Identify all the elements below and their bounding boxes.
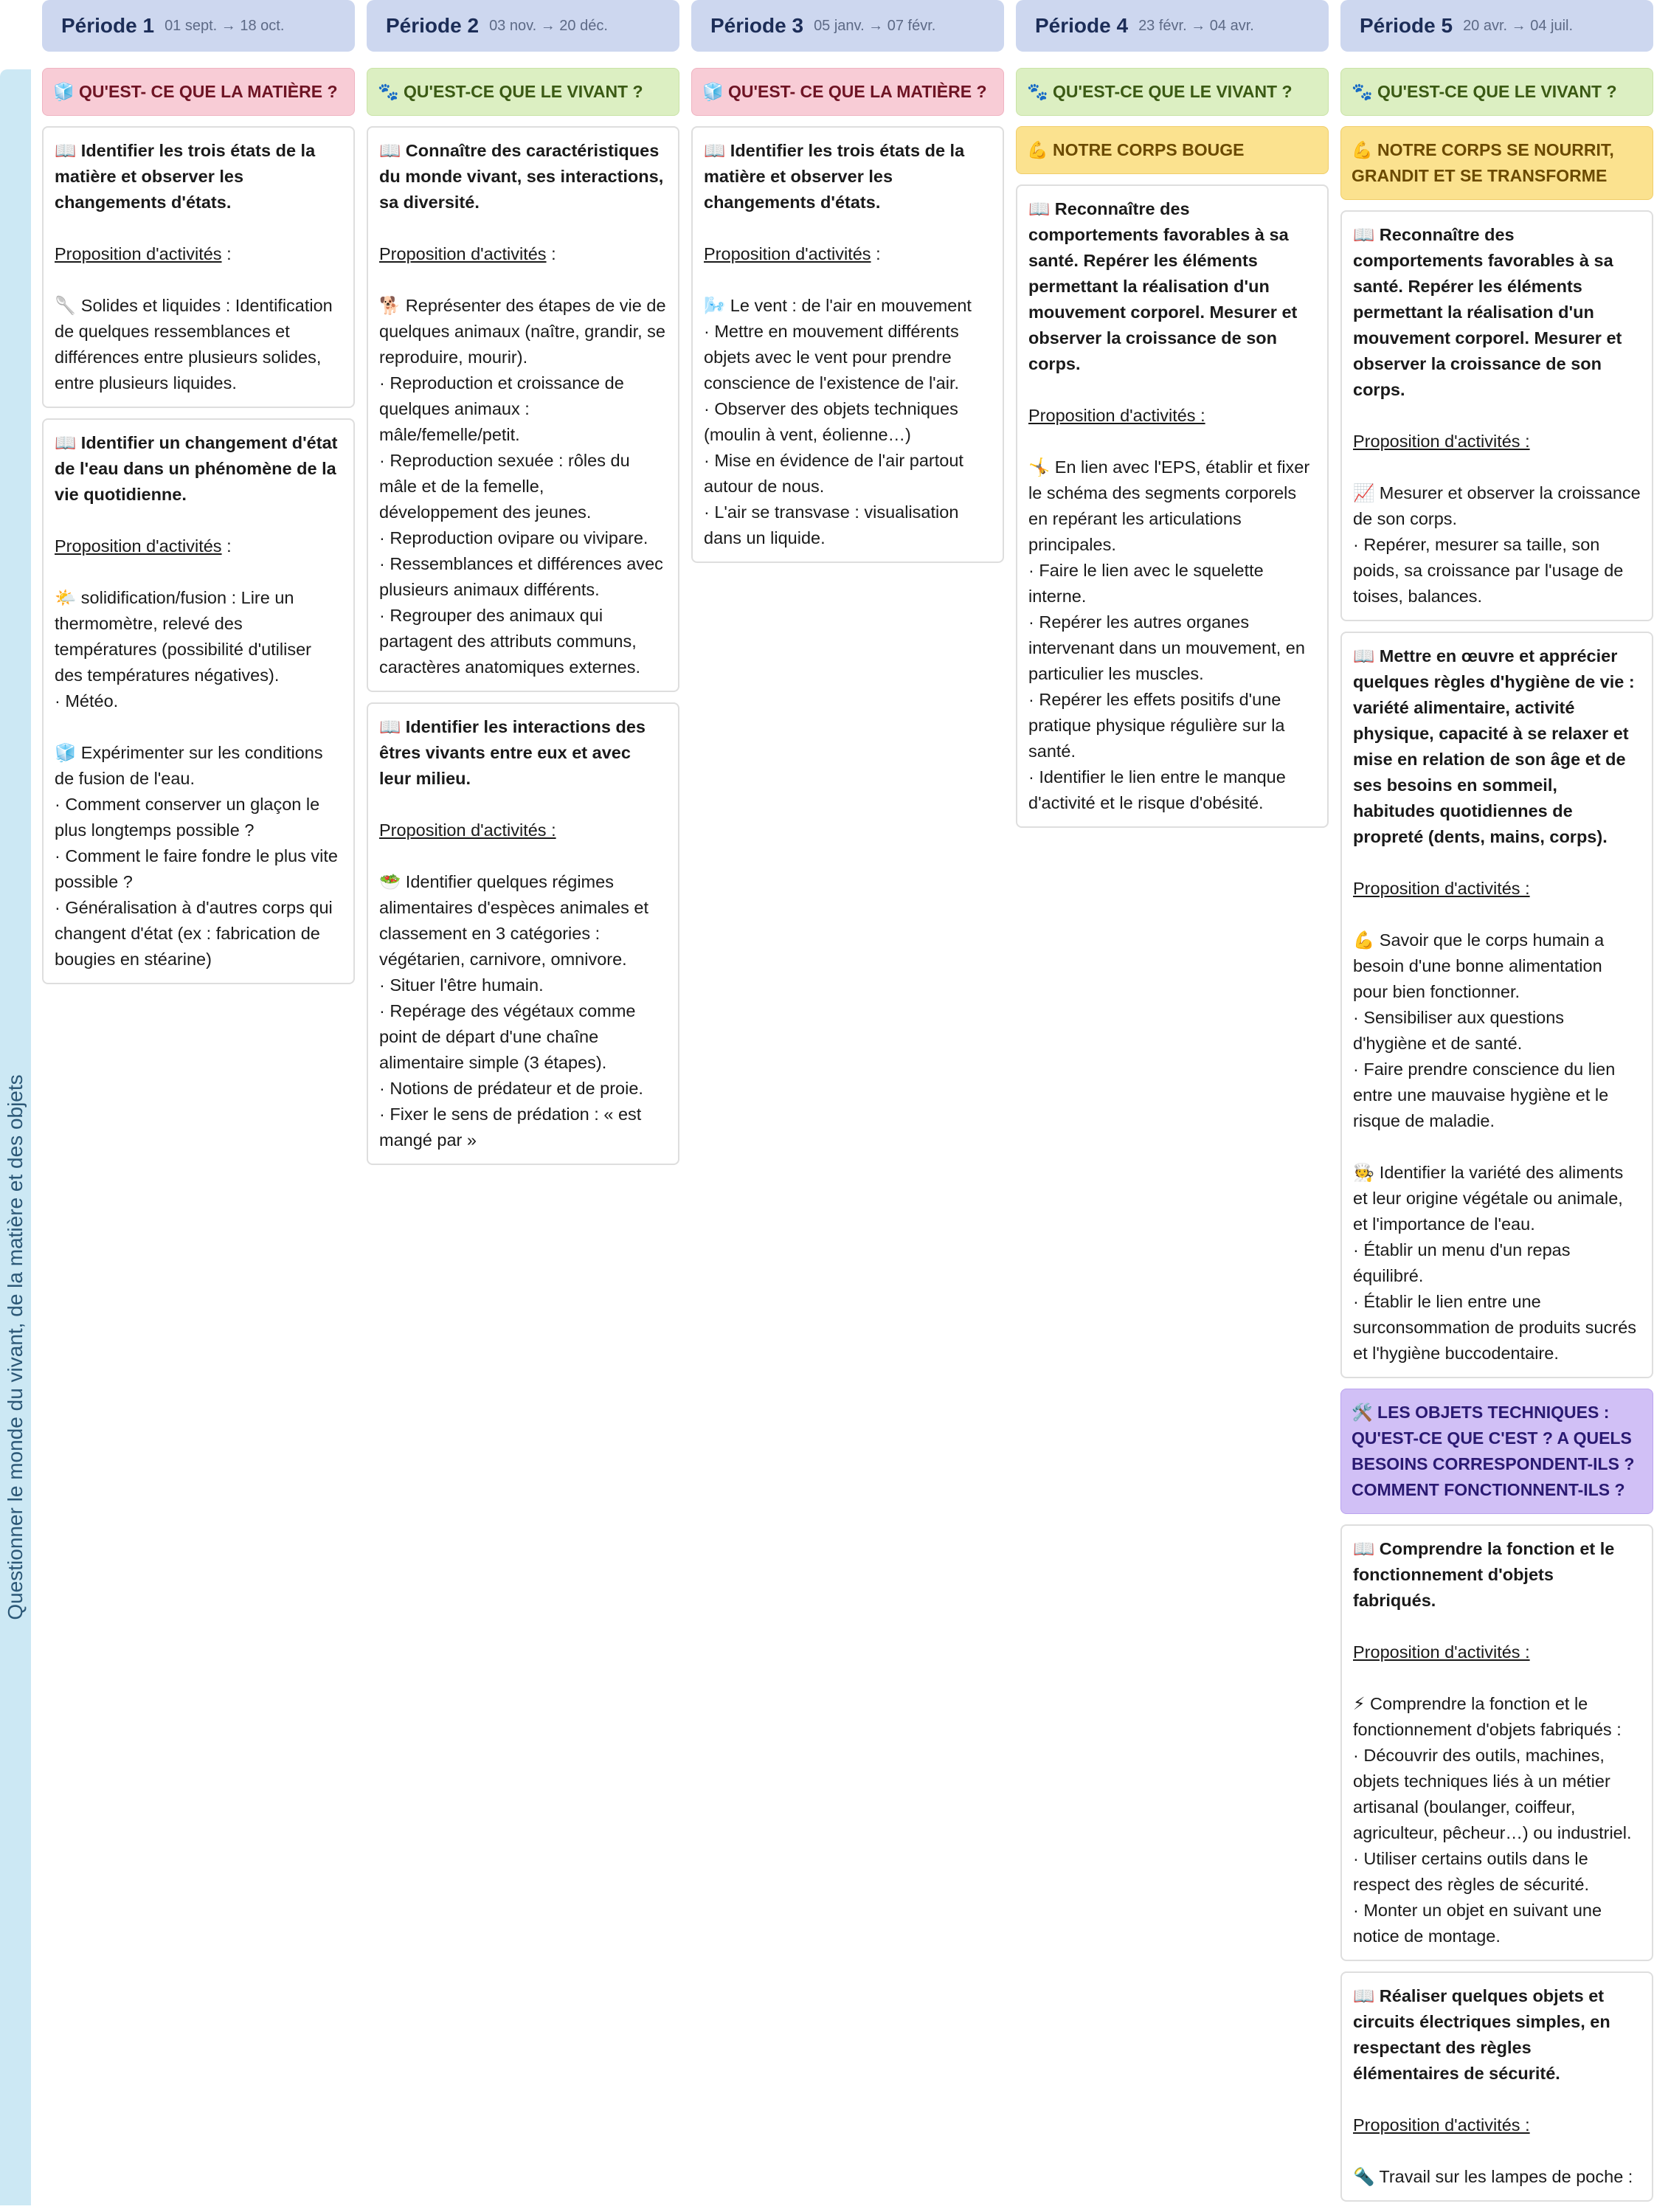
period-dates: 23 févr. → 04 avr. <box>1138 17 1254 34</box>
activity-heading: 🧑‍🍳 Identifier la variété des aliments et leur origine végétale ou animale, et l'importance de l'eau. <box>1353 1163 1624 1234</box>
theme-banner: 🧊 QU'EST- CE QUE LA MATIÈRE ? <box>691 68 1004 116</box>
activity-item: · Découvrir des outils, machines, objets techniques liés à un métier artisanal (boulanger, coiffeur, agriculteur, pêcheur…) ou industriel. <box>1353 1746 1632 1842</box>
objective-card <box>42 418 355 984</box>
activities-heading <box>1353 429 1641 455</box>
activity-item: · Comment conserver un glaçon le plus longtemps possible ? <box>55 795 320 840</box>
period-dates: 20 avr. → 04 juil. <box>1463 17 1574 34</box>
objective-card <box>42 126 355 408</box>
activity-heading: 🌬️ Le vent : de l'air en mouvement <box>704 296 972 315</box>
period-header <box>1016 0 1329 52</box>
theme-banner: 🐾 QU'EST-CE QUE LE VIVANT ? <box>1016 68 1329 116</box>
activity-item: · Notions de prédateur et de proie. <box>379 1079 643 1098</box>
objective-title: 📖 Connaître des caractéristiques du monde vivant, ses interactions, sa diversité. <box>379 141 664 212</box>
activities-heading <box>1028 403 1316 429</box>
activities-heading-label: Proposition d'activités <box>704 244 871 263</box>
period-name: Période 4 <box>1035 14 1129 37</box>
activity-heading: ⚡ Comprendre la fonction et le fonctionnement d'objets fabriqués : <box>1353 1694 1622 1739</box>
activities-heading-label: Proposition d'activités : <box>1353 1642 1530 1662</box>
objective-title: 📖 Comprendre la fonction et le fonctionnement d'objets fabriqués. <box>1353 1539 1615 1610</box>
activities-heading-label: Proposition d'activités : <box>1353 432 1530 451</box>
activity-heading: 🔦 Travail sur les lampes de poche : <box>1353 2167 1633 2186</box>
activities-heading <box>1353 2112 1641 2138</box>
theme-banner: 🛠️ LES OBJETS TECHNIQUES : QU'EST-CE QUE C'EST ? A QUELS BESOINS CORRESPONDENT-ILS ? COMMENT FONCTIONNENT-ILS ? <box>1340 1389 1653 1514</box>
objective-card <box>691 126 1004 563</box>
activities-heading-label: Proposition d'activités : <box>379 820 556 840</box>
activity-item: · Généralisation à d'autres corps qui changent d'état (ex : fabrication de bougies en stéarine) <box>55 898 333 969</box>
activities-heading-label: Proposition d'activités : <box>1353 2115 1530 2135</box>
activity-item: · Repérage des végétaux comme point de départ d'une chaîne alimentaire simple (3 étapes). <box>379 1001 636 1072</box>
objective-card <box>1340 210 1653 621</box>
activities-heading-label: Proposition d'activités : <box>1353 879 1530 898</box>
activity-item: · Observer des objets techniques (moulin à vent, éolienne…) <box>704 399 958 444</box>
objective-title: 📖 Identifier les interactions des êtres vivants entre eux et avec leur milieu. <box>379 717 646 788</box>
activities-heading <box>704 241 992 267</box>
activity-item: · Sensibiliser aux questions d'hygiène et de santé. <box>1353 1008 1565 1053</box>
activities-heading <box>55 533 342 559</box>
activity-item: · Reproduction ovipare ou vivipare. <box>379 528 648 547</box>
objective-title: 📖 Identifier les trois états de la matière et observer les changements d'états. <box>704 141 965 212</box>
activity-item: · L'air se transvase : visualisation dans un liquide. <box>704 502 959 547</box>
activity-item: · Ressemblances et différences avec plusieurs animaux différents. <box>379 554 663 599</box>
objective-title: 📖 Réaliser quelques objets et circuits électriques simples, en respectant des règles élémentaires de sécurité. <box>1353 1986 1610 2083</box>
period-column-4 <box>1016 0 1329 838</box>
activity-item: · Météo. <box>55 691 119 711</box>
activity-item: · Faire prendre conscience du lien entre une mauvaise hygiène et le risque de maladie. <box>1353 1060 1616 1130</box>
activities-heading-suffix: : <box>221 244 232 263</box>
activity-item: · Établir un menu d'un repas équilibré. <box>1353 1240 1571 1285</box>
activity-item: · Mise en évidence de l'air partout autour de nous. <box>704 451 963 496</box>
activity-item: · Reproduction et croissance de quelques animaux : mâle/femelle/petit. <box>379 373 624 444</box>
objective-title: 📖 Mettre en œuvre et apprécier quelques règles d'hygiène de vie : variété alimentaire, activité physique, capacité à se relaxer et mise en relation de son âge et de ses besoins en sommeil, habitudes quotidiennes de propreté (dents, mains, corps). <box>1353 646 1635 846</box>
activity-heading: 🌤️ solidification/fusion : Lire un thermomètre, relevé des températures (possibilité d'utiliser des températures négatives). <box>55 588 311 685</box>
period-dates: 05 janv. → 07 févr. <box>814 17 936 34</box>
domain-sidebar <box>0 69 31 2205</box>
period-dates: 03 nov. → 20 déc. <box>489 17 608 34</box>
activity-heading: 🥄 Solides et liquides : Identification de quelques ressemblances et différences entre plusieurs solides, entre plusieurs liquides. <box>55 296 333 393</box>
objective-card <box>367 126 679 692</box>
period-column-2 <box>367 0 679 1175</box>
activity-heading: 🤸 En lien avec l'EPS, établir et fixer le schéma des segments corporels en repérant les articulations principales. <box>1028 457 1310 554</box>
activity-item: · Faire le lien avec le squelette interne. <box>1028 561 1264 606</box>
activities-heading-suffix: : <box>546 244 556 263</box>
theme-banner: 🐾 QU'EST-CE QUE LE VIVANT ? <box>367 68 679 116</box>
period-column-5 <box>1340 0 1653 2212</box>
objective-card <box>1340 1524 1653 1961</box>
objective-card <box>1016 184 1329 828</box>
period-header <box>691 0 1004 52</box>
activity-item: · Situer l'être humain. <box>379 975 544 995</box>
theme-banner: 🐾 QU'EST-CE QUE LE VIVANT ? <box>1340 68 1653 116</box>
period-header <box>367 0 679 52</box>
activity-heading: 🐕 Représenter des étapes de vie de quelques animaux (naître, grandir, se reproduire, mourir). <box>379 296 666 367</box>
objective-title: 📖 Identifier les trois états de la matière et observer les changements d'états. <box>55 141 316 212</box>
period-name: Période 1 <box>61 14 155 37</box>
activities-heading <box>1353 1639 1641 1665</box>
activity-item: · Fixer le sens de prédation : « est mangé par » <box>379 1105 642 1150</box>
objective-card <box>367 702 679 1165</box>
activity-item: · Établir le lien entre une surconsommation de produits sucrés et l'hygiène buccodentaire. <box>1353 1292 1637 1363</box>
activity-item: · Repérer les effets positifs d'une pratique physique régulière sur la santé. <box>1028 690 1285 761</box>
activity-item: · Repérer les autres organes intervenant dans un mouvement, en particulier les muscles. <box>1028 612 1305 683</box>
period-column-3 <box>691 0 1004 573</box>
activities-heading-label: Proposition d'activités <box>55 244 222 263</box>
activities-heading-label: Proposition d'activités <box>379 244 547 263</box>
activity-item: · Regrouper des animaux qui partagent des attributs communs, caractères anatomiques externes. <box>379 606 640 677</box>
period-header <box>42 0 355 52</box>
activity-item: · Mettre en mouvement différents objets avec le vent pour prendre conscience de l'existence de l'air. <box>704 322 960 393</box>
activity-item: · Utiliser certains outils dans le respect des règles de sécurité. <box>1353 1849 1590 1894</box>
objective-title: 📖 Reconnaître des comportements favorables à sa santé. Repérer les éléments permettant la réalisation d'un mouvement corporel. Mesurer et observer la croissance de son corps. <box>1353 225 1622 399</box>
theme-banner: 💪 NOTRE CORPS SE NOURRIT, GRANDIT ET SE TRANSFORME <box>1340 126 1653 200</box>
activities-heading <box>379 818 667 843</box>
objective-title: 📖 Reconnaître des comportements favorables à sa santé. Repérer les éléments permettant la réalisation d'un mouvement corporel. Mesurer et observer la croissance de son corps. <box>1028 199 1298 373</box>
period-dates: 01 sept. → 18 oct. <box>165 17 285 34</box>
period-name: Période 3 <box>710 14 804 37</box>
activity-heading: 🥗 Identifier quelques régimes alimentaires d'espèces animales et classement en 3 catégories : végétarien, carnivore, omnivore. <box>379 872 649 969</box>
domain-label: Questionner le monde du vivant, de la matière et des objets <box>4 1074 27 1620</box>
activity-item: · Repérer, mesurer sa taille, son poids, sa croissance par l'usage de toises, balances. <box>1353 535 1624 606</box>
theme-banner: 🧊 QU'EST- CE QUE LA MATIÈRE ? <box>42 68 355 116</box>
activities-heading-label: Proposition d'activités : <box>1028 406 1205 425</box>
activities-heading-suffix: : <box>221 536 232 556</box>
period-header <box>1340 0 1653 52</box>
activities-heading-suffix: : <box>871 244 881 263</box>
activity-item: · Comment le faire fondre le plus vite possible ? <box>55 846 338 891</box>
activities-heading <box>55 241 342 267</box>
activities-heading <box>379 241 667 267</box>
activity-heading: 📈 Mesurer et observer la croissance de son corps. <box>1353 483 1641 528</box>
objective-card <box>1340 632 1653 1378</box>
activity-item: · Identifier le lien entre le manque d'activité et le risque d'obésité. <box>1028 767 1286 812</box>
objective-card <box>1340 1971 1653 2202</box>
activity-heading: 🧊 Expérimenter sur les conditions de fusion de l'eau. <box>55 743 323 788</box>
period-column-1 <box>42 0 355 995</box>
activities-heading <box>1353 876 1641 902</box>
theme-banner: 💪 NOTRE CORPS BOUGE <box>1016 126 1329 174</box>
period-name: Période 2 <box>386 14 480 37</box>
activity-item: · Reproduction sexuée : rôles du mâle et de la femelle, développement des jeunes. <box>379 451 630 522</box>
period-name: Période 5 <box>1360 14 1453 37</box>
activities-heading-label: Proposition d'activités <box>55 536 222 556</box>
objective-title: 📖 Identifier un changement d'état de l'eau dans un phénomène de la vie quotidienne. <box>55 433 338 504</box>
activity-item: · Monter un objet en suivant une notice de montage. <box>1353 1901 1602 1946</box>
activity-heading: 💪 Savoir que le corps humain a besoin d'une bonne alimentation pour bien fonctionner. <box>1353 930 1605 1001</box>
